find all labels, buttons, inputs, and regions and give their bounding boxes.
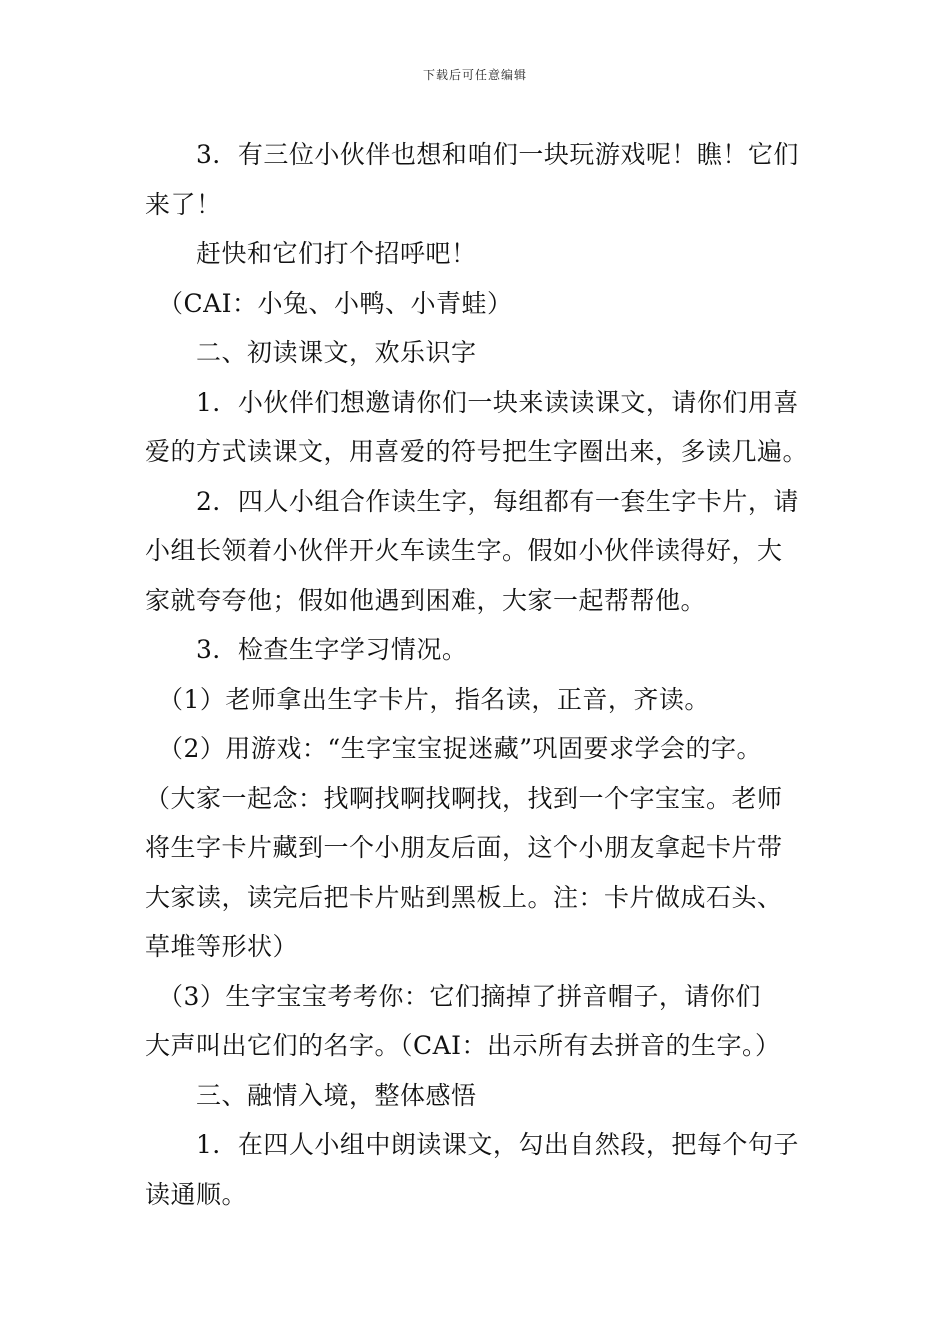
text-line: 2．四人小组合作读生字，每组都有一套生字卡片，请 — [145, 486, 799, 516]
text-line: （3）生字宝宝考考你：它们摘掉了拼音帽子，请你们 — [145, 981, 761, 1011]
text-line: 赶快和它们打个招呼吧！ — [145, 239, 477, 268]
page-header: 下载后可任意编辑 — [422, 68, 527, 82]
text-line: 爱的方式读课文，用喜爱的符号把生字圈出来，多读几遍。 — [145, 437, 809, 466]
section-heading: 三、融情入境，整体感悟 — [145, 1080, 477, 1110]
text-line: 将生字卡片藏到一个小朋友后面，这个小朋友拿起卡片带 — [145, 833, 783, 862]
text-line: 家就夸夸他；假如他遇到困难，大家一起帮帮他。 — [145, 585, 707, 615]
text-line: 1．在四人小组中朗读课文，勾出自然段，把每个句子 — [145, 1130, 799, 1159]
document-body — [145, 130, 815, 1219]
text-line: 来了！ — [145, 189, 222, 219]
text-line: 草堆等形状） — [145, 932, 299, 961]
section-heading: 二、初读课文，欢乐识字 — [145, 338, 477, 367]
text-line: （1）老师拿出生字卡片，指名读，正音，齐读。 — [145, 684, 710, 714]
text-line: 3．有三位小伙伴也想和咱们一块玩游戏呢！瞧！它们 — [145, 140, 799, 169]
text-line: （CAI：小兔、小鸭、小青蛙） — [145, 288, 513, 318]
text-line: 1．小伙伴们想邀请你们一块来读读课文，请你们用喜 — [145, 387, 799, 417]
text-line: 3．检查生字学习情况。 — [145, 635, 468, 664]
text-line: 小组长领着小伙伴开火车读生字。假如小伙伴读得好，大 — [145, 536, 783, 565]
text-line: （2）用游戏：“生字宝宝捉迷藏”巩固要求学会的字。 — [145, 734, 762, 763]
text-line: （大家一起念：找啊找啊找啊找，找到一个字宝宝。老师 — [145, 783, 783, 813]
text-line: 读通顺。 — [145, 1179, 248, 1209]
text-line: 大声叫出它们的名字。（CAI：出示所有去拼音的生字。） — [145, 1031, 781, 1060]
text-line: 大家读，读完后把卡片贴到黑板上。注：卡片做成石头、 — [145, 882, 783, 912]
